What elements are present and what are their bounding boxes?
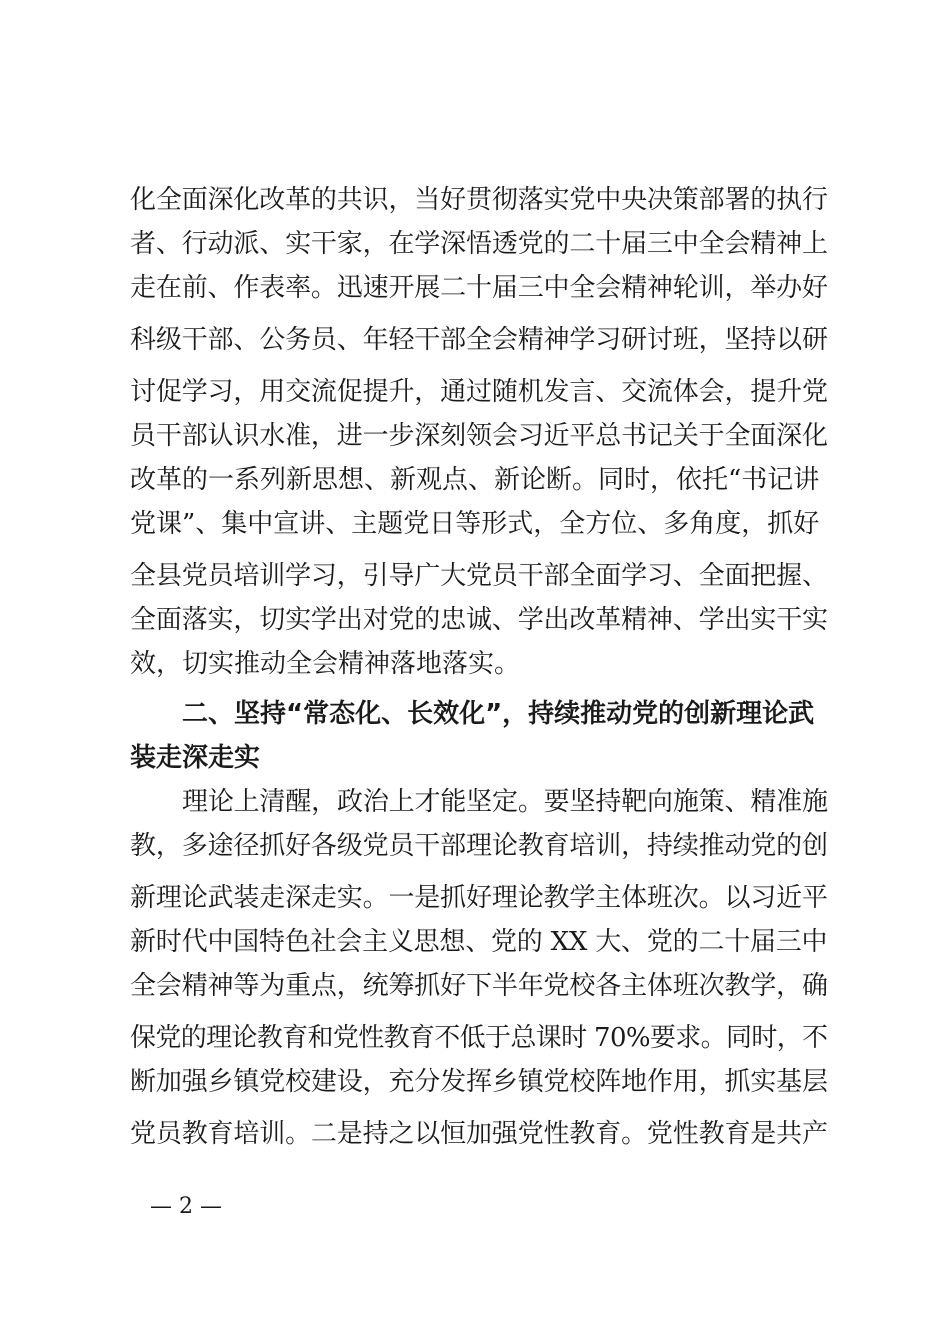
text-line: 全面落实，切实学出对党的忠诚、学出改革精神、学出实干实 (130, 605, 828, 635)
text-line: 教，多途径抓好各级党员干部理论教育培训，持续推动党的创 (130, 831, 828, 861)
text-line: 效，切实推动全会精神落地落实。 (130, 649, 521, 679)
text-line: 断加强乡镇党校建设，充分发挥乡镇党校阵地作用，抓实基层 (130, 1067, 828, 1097)
text-line: 化全面深化改革的共识，当好贯彻落实党中央决策部署的执行 (130, 185, 828, 215)
heading-line: 二、坚持“常态化、长效化”，持续推动党的创新理论武 (182, 699, 815, 729)
text-line: 改革的一系列新思想、新观点、新论断。同时，依托“书记讲 (130, 465, 820, 495)
text-line: 新时代中国特色社会主义思想、党的 XX 大、党的二十届三中 (130, 927, 828, 957)
text-line: 新理论武装走深走实。一是抓好理论教学主体班次。以习近平 (130, 883, 828, 913)
text-line: 讨促学习，用交流促提升，通过随机发言、交流体会，提升党 (130, 377, 828, 407)
text-line: 党员教育培训。二是持之以恒加强党性教育。党性教育是共产 (130, 1119, 828, 1149)
text-line: 科级干部、公务员、年轻干部全会精神学习研讨班，坚持以研 (130, 325, 828, 355)
text-line: 保党的理论教育和党性教育不低于总课时 70%要求。同时，不 (130, 1023, 828, 1053)
text-line: 理论上清醒，政治上才能坚定。要坚持靶向施策、精准施 (182, 787, 828, 817)
text-line: 全会精神等为重点，统筹抓好下半年党校各主体班次教学，确 (130, 971, 828, 1001)
heading-line: 装走深走实 (130, 743, 261, 773)
text-line: 走在前、作表率。迅速开展二十届三中全会精神轮训，举办好 (130, 273, 828, 303)
text-line: 党课”、集中宣讲、主题党日等形式，全方位、多角度，抓好 (130, 509, 820, 539)
page-number: — 2 — (150, 1194, 222, 1219)
text-line: 员干部认识水准，进一步深刻领会习近平总书记关于全面深化 (130, 421, 828, 451)
text-line: 者、行动派、实干家，在学深悟透党的二十届三中全会精神上 (130, 229, 828, 259)
text-line: 全县党员培训学习，引导广大党员干部全面学习、全面把握、 (130, 561, 828, 591)
